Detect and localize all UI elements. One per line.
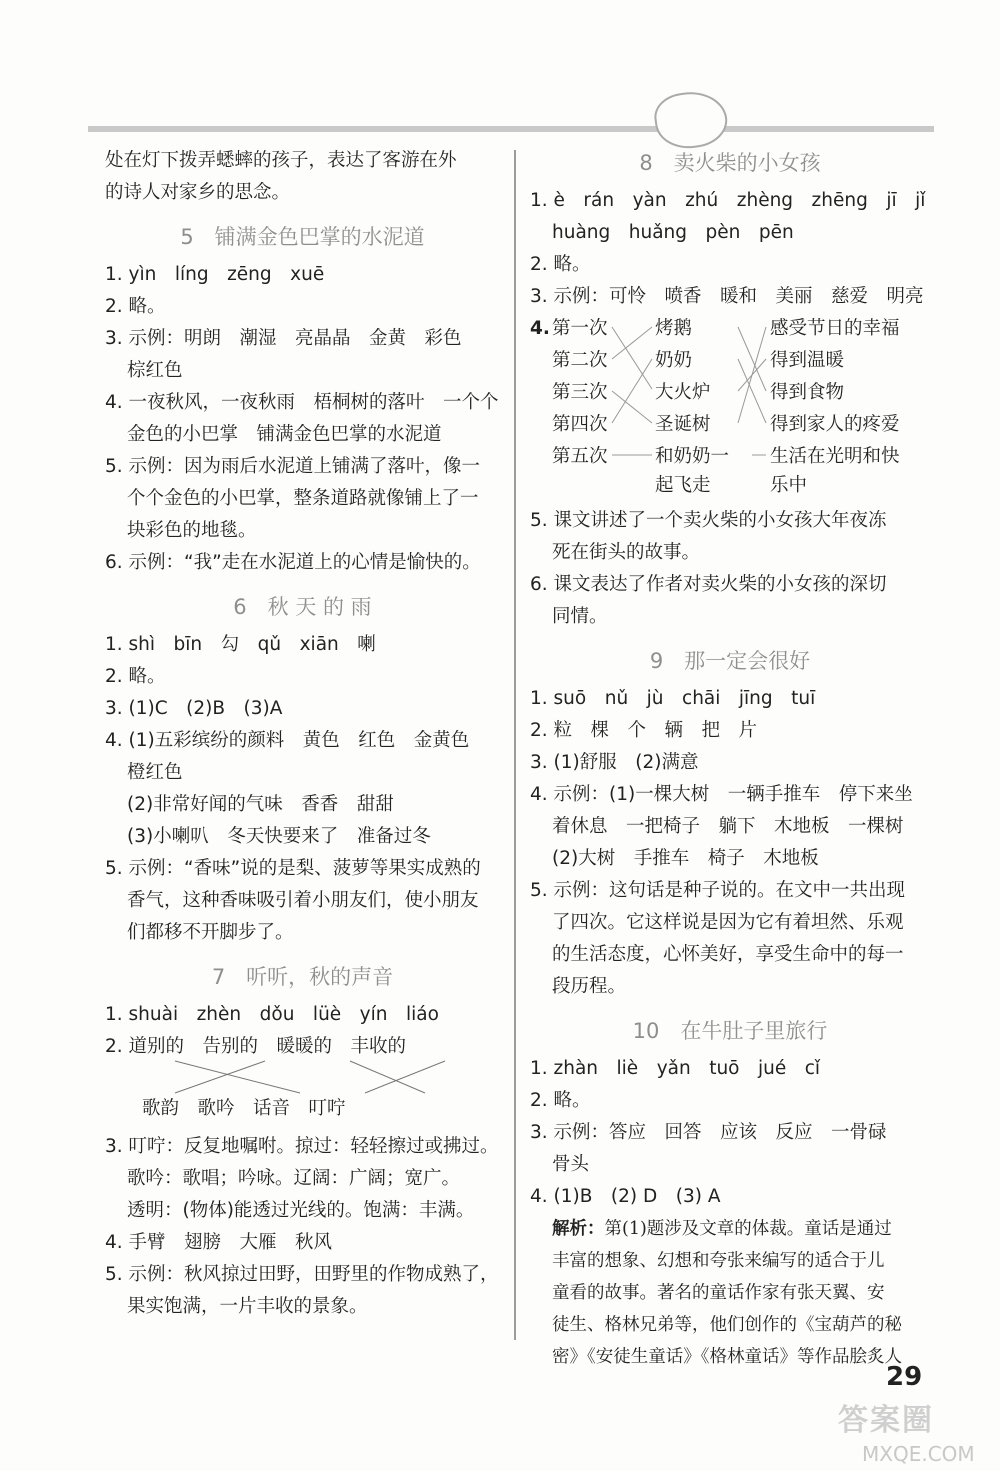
answer-line: 着休息 一把椅子 躺下 木地板 一棵树 — [552, 816, 904, 837]
analysis-line: 童看的故事。著名的童话作家有张天翼、安 — [552, 1283, 885, 1303]
answer-line: huàng huǎng pèn pēn — [552, 222, 794, 243]
answer-line: 们都移不开脚步了。 — [127, 922, 294, 943]
match-col-meanings — [770, 313, 930, 499]
analysis-line: 丰富的想象、幻想和夸张来编写的适合于儿 — [552, 1251, 885, 1271]
lesson-5-title: 5 铺满金色巴掌的水泥道 — [180, 225, 425, 249]
answer-line: 4. (1)B (2) D (3) A — [530, 1186, 721, 1207]
answer-line: 6. 示例：“我”走在水泥道上的心情是愉快的。 — [105, 552, 481, 573]
vision-item: 和奶奶一 — [655, 446, 730, 467]
answer-line: 6. 课文表达了作者对卖火柴的小女孩的深切 — [530, 574, 887, 595]
answer-line: 3. 示例：可怜 喷香 暖和 美丽 慈爱 明亮 — [530, 286, 924, 307]
vision-item: 大火炉 — [655, 382, 711, 403]
time-item: 第三次 — [552, 382, 608, 403]
answer-line: 1. yìn líng zēng xuē — [105, 264, 325, 285]
match-col-times — [552, 313, 632, 473]
watermark-site-url: MXQE.COM — [862, 1442, 975, 1466]
answer-line: 2. 粒 棵 个 辆 把 片 — [530, 720, 758, 741]
answer-line: (2)非常好闻的气味 香香 甜甜 — [127, 794, 394, 815]
answer-line: 1. shì bīn 勾 qǔ xiān 喇 — [105, 634, 376, 655]
analysis-label: 解析： — [552, 1219, 605, 1239]
meaning-item: 生活在光明和快 — [770, 446, 900, 467]
analysis-line — [530, 1213, 930, 1245]
answer-line: 骨头 — [552, 1154, 590, 1175]
left-column — [105, 145, 500, 1323]
answer-line: 2. 略。 — [530, 1090, 591, 1111]
answer-line: 2. 略。 — [105, 296, 166, 317]
lesson-9-title: 9 那一定会很好 — [649, 649, 811, 673]
answer-line: 3. 叮咛：反复地嘱咐。掠过：轻轻擦过或拂过。 — [105, 1136, 499, 1157]
header-rule — [88, 126, 934, 132]
answer-line: 个个金色的小巴掌，整条道路就像铺上了一 — [127, 488, 479, 509]
right-column — [530, 145, 930, 1373]
page-number: 29 — [886, 1362, 923, 1392]
answer-line: 1. shuài zhèn dǒu lüè yín liáo — [105, 1004, 439, 1025]
answer-line: 段历程。 — [552, 976, 627, 997]
answer-line: 1. zhàn liè yǎn tuō jué cǐ — [530, 1058, 821, 1079]
answer-line: 5. 课文讲述了一个卖火柴的小女孩大年夜冻 — [530, 510, 887, 531]
answer-line: 4. 一夜秋风，一夜秋雨 梧桐树的落叶 一个个 — [105, 392, 499, 413]
meaning-item: 感受节日的幸福 — [770, 318, 900, 339]
answer-line: 透明：(物体)能透过光线的。饱满：丰满。 — [127, 1200, 475, 1221]
answer-line: 5. 示例：这句话是种子说的。在文中一共出现 — [530, 880, 906, 901]
answer-line: 棕红色 — [127, 360, 183, 381]
answer-line: 同情。 — [552, 606, 608, 627]
meaning-item: 得到温暖 — [770, 350, 845, 371]
matching-exercise — [105, 1031, 500, 1131]
analysis-line: 密》《安徒生童话》《格林童话》等作品脍炙人 — [552, 1347, 902, 1367]
answer-line: 2. 略。 — [530, 254, 591, 275]
matching-table — [530, 313, 930, 505]
answer-line: (2)大树 手推车 椅子 木地板 — [552, 848, 819, 869]
match-bottom-row: 歌韵 歌吟 话音 叮咛 — [142, 1098, 346, 1119]
answer-line: 4. 示例：(1)一棵大树 一辆手推车 停下来坐 — [530, 784, 913, 805]
meaning-item: 得到家人的疼爱 — [770, 414, 900, 435]
meaning-item: 乐中 — [770, 475, 808, 496]
meaning-item: 得到食物 — [770, 382, 845, 403]
vision-item: 起飞走 — [655, 475, 711, 496]
vision-item: 烤鹅 — [655, 318, 693, 339]
lesson-6-title: 6 秋 天 的 雨 — [233, 595, 372, 619]
answer-line: 橙红色 — [127, 762, 183, 783]
answer-line: 3. 示例：答应 回答 应该 反应 一骨碌 — [530, 1122, 887, 1143]
time-item: 第五次 — [552, 446, 608, 467]
item-number-4: 4. — [530, 318, 550, 339]
time-item: 第二次 — [552, 350, 608, 371]
lesson-8-title: 8 卖火柴的小女孩 — [639, 151, 821, 175]
answer-line: 块彩色的地毯。 — [127, 520, 257, 541]
analysis-line: 徒生、格林兄弟等，他们创作的《宝葫芦的秘 — [552, 1315, 902, 1335]
answer-line: 香气，这种香味吸引着小朋友们，使小朋友 — [127, 890, 479, 911]
answer-line: 4. 手臂 翅膀 大雁 秋风 — [105, 1232, 333, 1253]
answer-line: 5. 示例：“香味”说的是梨、菠萝等果实成熟的 — [105, 858, 481, 879]
answer-line: 1. è rán yàn zhú zhèng zhēng jī jǐ — [530, 190, 926, 211]
publisher-logo — [651, 87, 730, 152]
time-item: 第一次 — [552, 318, 608, 339]
match-top-row: 2. 道别的 告别的 暖暖的 丰收的 — [105, 1036, 407, 1057]
answer-line: 3. (1)舒服 (2)满意 — [530, 752, 699, 773]
column-divider — [514, 150, 516, 1340]
text-line: 处在灯下拨弄蟋蟀的孩子，表达了客游在外 — [105, 150, 457, 171]
answer-line: 的生活态度，心怀美好，享受生命中的每一 — [552, 944, 904, 965]
answer-line: (3)小喇叭 冬天快要来了 准备过冬 — [127, 826, 431, 847]
answer-line: 1. suō nǔ jù chāi jīng tuī — [530, 688, 816, 709]
vision-item: 奶奶 — [655, 350, 693, 371]
answer-line: 5. 示例：秋风掠过田野，田野里的作物成熟了， — [105, 1264, 499, 1285]
match-col-visions — [655, 313, 755, 499]
time-item: 第四次 — [552, 414, 608, 435]
answer-line: 金色的小巴掌 铺满金色巴掌的水泥道 — [127, 424, 442, 445]
lesson-7-title: 7 听听，秋的声音 — [211, 965, 394, 989]
answer-line: 3. 示例：明朗 潮湿 亮晶晶 金黄 彩色 — [105, 328, 462, 349]
answer-line: 了四次。它这样说是因为它有着坦然、乐观 — [552, 912, 904, 933]
answer-line: 5. 示例：因为雨后水泥道上铺满了落叶，像一 — [105, 456, 481, 477]
answer-line: 2. 略。 — [105, 666, 166, 687]
answer-line: 果实饱满，一片丰收的景象。 — [127, 1296, 368, 1317]
vision-item: 圣诞树 — [655, 414, 711, 435]
answer-line: 4. (1)五彩缤纷的颜料 黄色 红色 金黄色 — [105, 730, 470, 751]
answer-line: 死在街头的故事。 — [552, 542, 701, 563]
lesson-10-title: 10 在牛肚子里旅行 — [632, 1019, 828, 1043]
answer-line: 歌吟：歌唱；吟咏。辽阔：广阔；宽广。 — [127, 1168, 461, 1189]
answer-line: 3. (1)C (2)B (3)A — [105, 698, 283, 719]
analysis-text: 第(1)题涉及文章的体裁。童话是通过 — [604, 1219, 892, 1239]
watermark-site-cn: 答案圈 — [838, 1403, 934, 1438]
text-line: 的诗人对家乡的思念。 — [105, 182, 291, 203]
